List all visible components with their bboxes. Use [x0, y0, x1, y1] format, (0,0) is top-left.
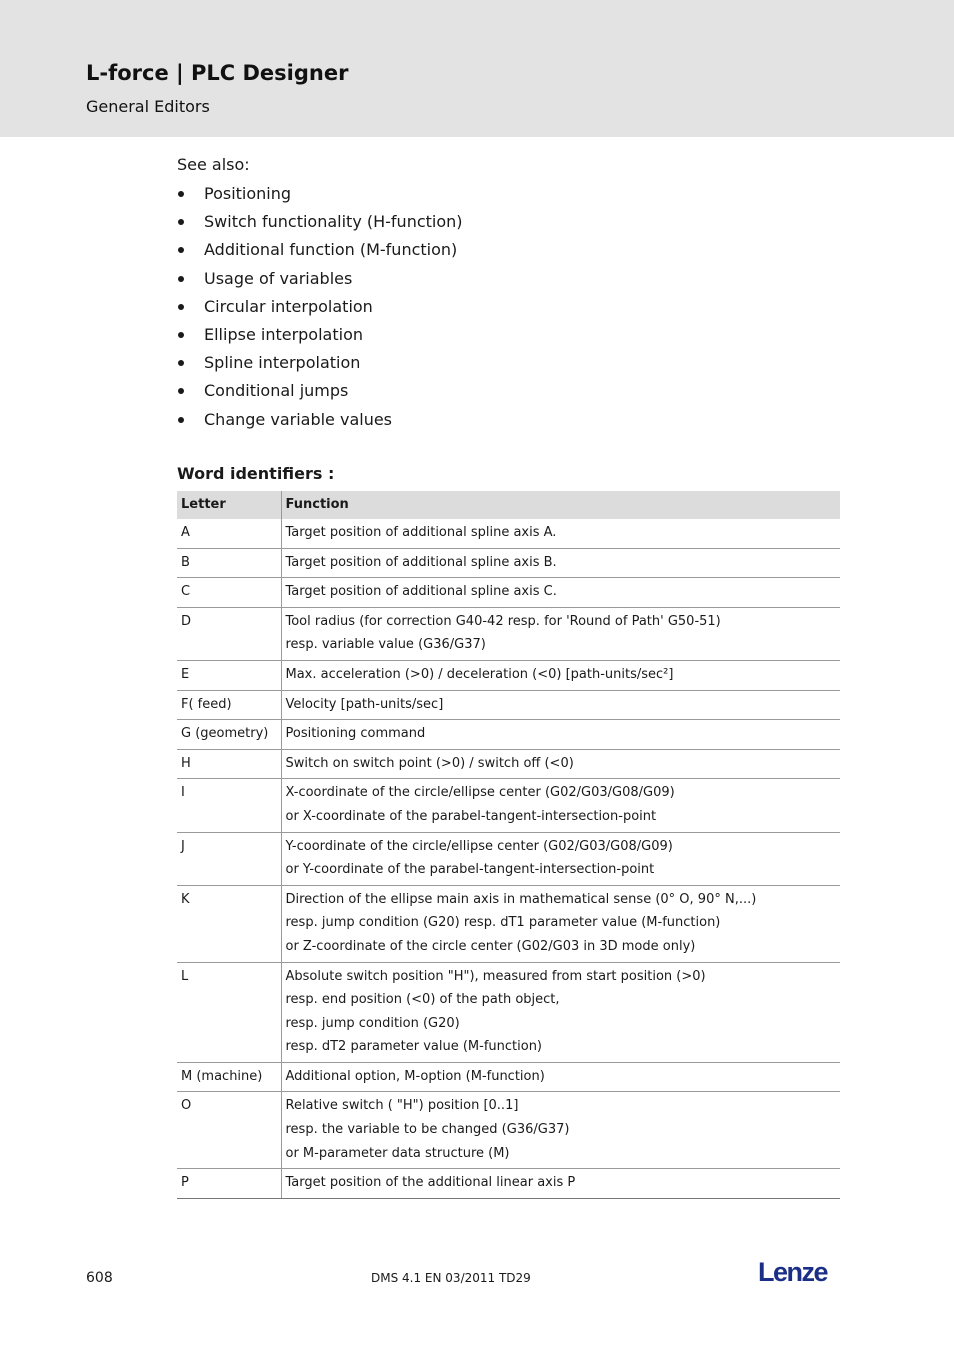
bullet-icon [178, 417, 184, 423]
letter-cell: L [177, 962, 281, 1062]
letter-cell: B [177, 548, 281, 578]
see-also-link[interactable]: Ellipse interpolation [204, 324, 363, 344]
lenze-logo [758, 1258, 838, 1290]
table-row [177, 578, 840, 608]
function-cell [281, 660, 840, 690]
see-also-item[interactable] [177, 296, 463, 324]
bullet-icon [178, 304, 184, 310]
bullet-icon [178, 247, 184, 253]
function-cell [281, 578, 840, 608]
bullet-icon [178, 332, 184, 338]
see-also-list [177, 183, 463, 437]
table-row [177, 962, 840, 1062]
function-line: Absolute switch position "H"), measured from start position (>0) [285, 968, 706, 984]
function-line: or X-coordinate of the parabel-tangent-intersection-point [285, 808, 657, 824]
chapter-title: General Editors [86, 97, 210, 116]
see-also-link[interactable]: Usage of variables [204, 268, 353, 288]
function-line: resp. the variable to be changed (G36/G37) [285, 1122, 570, 1138]
see-also-item[interactable] [177, 183, 463, 211]
see-also-item[interactable] [177, 352, 463, 380]
table-row [177, 720, 840, 750]
table-row [177, 749, 840, 779]
function-cell [281, 749, 840, 779]
function-line: Positioning command [285, 726, 426, 742]
column-header-letter: Letter [177, 491, 281, 519]
letter-cell: D [177, 607, 281, 660]
word-identifiers-heading: Word identifiers : [177, 464, 335, 483]
function-line: resp. jump condition (G20) resp. dT1 parameter value (M-function) [285, 915, 721, 931]
function-cell [281, 690, 840, 720]
table-body [177, 519, 840, 1198]
function-cell [281, 962, 840, 1062]
letter-cell: K [177, 885, 281, 962]
letter-cell: I [177, 779, 281, 832]
function-line: Target position of additional spline axis C. [285, 584, 557, 600]
function-line: Relative switch ( "H") position [0..1] [285, 1098, 519, 1114]
table-row [177, 607, 840, 660]
lenze-logo-icon [758, 1258, 838, 1286]
function-line: resp. dT2 parameter value (M-function) [285, 1039, 543, 1055]
see-also-item[interactable] [177, 380, 463, 408]
function-line: Switch on switch point (>0) / switch off (<0) [285, 755, 574, 771]
function-line: Target position of the additional linear axis P [285, 1175, 576, 1191]
see-also-link[interactable]: Positioning [204, 184, 292, 203]
page-number: 608 [86, 1270, 113, 1286]
table-row [177, 779, 840, 832]
see-also-link[interactable]: Conditional jumps [204, 381, 349, 401]
page-header [0, 0, 954, 137]
column-header-function: Function [281, 491, 840, 519]
letter-cell: E [177, 660, 281, 690]
letter-cell: A [177, 519, 281, 548]
word-identifiers-table [177, 491, 840, 1199]
see-also-item[interactable] [177, 239, 463, 267]
table-row [177, 832, 840, 885]
letter-cell: J [177, 832, 281, 885]
table-row [177, 1062, 840, 1092]
function-cell [281, 607, 840, 660]
function-cell [281, 1062, 840, 1092]
letter-cell: P [177, 1169, 281, 1199]
function-cell [281, 1169, 840, 1199]
function-cell [281, 720, 840, 750]
function-cell [281, 885, 840, 962]
function-line: Target position of additional spline axis B. [285, 554, 557, 570]
see-also-link[interactable]: Circular interpolation [204, 296, 373, 316]
table-row [177, 690, 840, 720]
letter-cell: C [177, 578, 281, 608]
see-also-link[interactable]: Change variable values [204, 409, 393, 429]
function-line: or Z-coordinate of the circle center (G02/G03 in 3D mode only) [285, 938, 696, 954]
function-line: resp. end position (<0) of the path object, [285, 992, 560, 1008]
function-cell [281, 832, 840, 885]
table-row [177, 519, 840, 548]
function-line: Velocity [path-units/sec] [285, 696, 444, 712]
letter-cell: H [177, 749, 281, 779]
svg-text:Lenze: Lenze [758, 1258, 828, 1286]
function-line: Additional option, M-option (M-function) [285, 1068, 545, 1084]
function-line: resp. variable value (G36/G37) [285, 637, 486, 653]
table-row [177, 548, 840, 578]
letter-cell: G (geometry) [177, 720, 281, 750]
see-also-item[interactable] [177, 211, 463, 239]
function-line: X-coordinate of the circle/ellipse center (G02/G03/G08/G09) [285, 785, 675, 801]
table-header-row [177, 491, 840, 519]
function-line: Tool radius (for correction G40-42 resp. for 'Round of Path' G50-51) [285, 613, 721, 629]
function-line: resp. jump condition (G20) [285, 1015, 460, 1031]
function-cell [281, 548, 840, 578]
table-row [177, 1169, 840, 1199]
see-also-item[interactable] [177, 409, 463, 437]
function-cell [281, 779, 840, 832]
function-line: Target position of additional spline axis A. [285, 525, 557, 540]
document-id: DMS 4.1 EN 03/2011 TD29 [371, 1271, 531, 1285]
function-line: or Y-coordinate of the parabel-tangent-intersection-point [285, 862, 655, 878]
see-also-item[interactable] [177, 324, 463, 352]
bullet-icon [178, 360, 184, 366]
bullet-icon [178, 388, 184, 394]
see-also-item[interactable] [177, 268, 463, 296]
bullet-icon [178, 191, 184, 197]
bullet-icon [178, 276, 184, 282]
see-also-link[interactable]: Switch functionality (H-function) [204, 212, 463, 232]
letter-cell: O [177, 1092, 281, 1169]
letter-cell: M (machine) [177, 1062, 281, 1092]
document-title: L-force | PLC Designer [86, 61, 349, 85]
function-cell [281, 1092, 840, 1169]
function-cell [281, 519, 840, 548]
table-row [177, 1092, 840, 1169]
letter-cell: F( feed) [177, 690, 281, 720]
see-also-link[interactable]: Spline interpolation [204, 353, 361, 373]
function-line: or M-parameter data structure (M) [285, 1145, 510, 1161]
function-line: Y-coordinate of the circle/ellipse center (G02/G03/G08/G09) [285, 838, 673, 854]
table-row [177, 885, 840, 962]
table-row [177, 660, 840, 690]
function-line: Direction of the ellipse main axis in mathematical sense (0° O, 90° N,...) [285, 891, 757, 907]
see-also-link[interactable]: Additional function (M-function) [204, 240, 458, 260]
function-line: Max. acceleration (>0) / deceleration (<0) [path-units/sec²] [285, 666, 674, 682]
see-also-label: See also: [177, 155, 250, 174]
bullet-icon [178, 219, 184, 225]
